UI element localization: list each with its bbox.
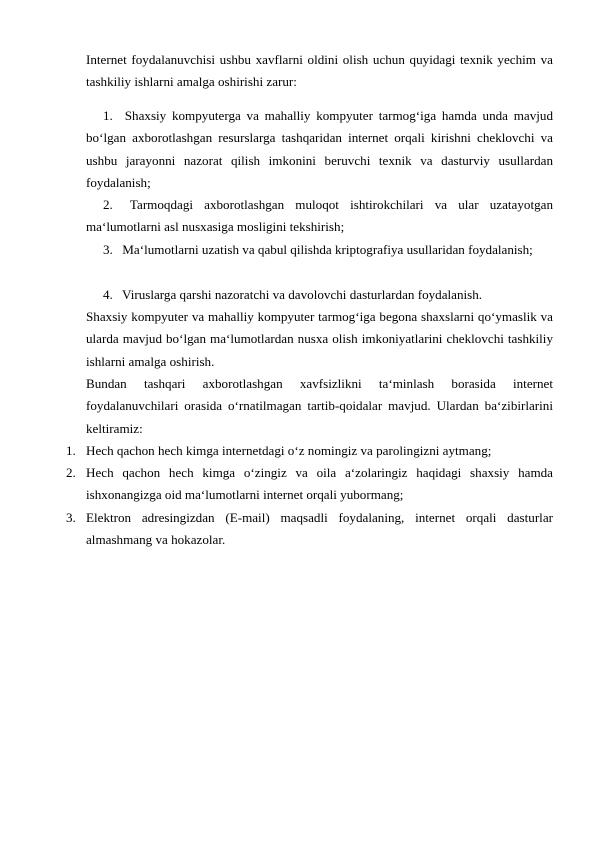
rules-intro-paragraph: Bundan tashqari axborotlashgan xavfsizlikni ta‘minlash borasida internet foydalanuvchilari orasida o‘rnatilmagan tartib-qoidalar mavjud. Ulardan ba‘zibirlarini keltiramiz: <box>86 376 553 436</box>
rule-item-1 <box>66 440 553 462</box>
item-number: 1. <box>103 108 113 123</box>
rule-number: 2. <box>66 465 76 480</box>
item-text: Tarmoqdagi axborotlashgan muloqot ishtirokchilari va ular uzatayotgan ma‘lumotlarni asl nusxasiga mosligini tekshirish; <box>86 197 553 235</box>
item-text: Ma‘lumotlarni uzatish va qabul qilishda kriptografiya usullaridan foydalanish; <box>122 242 533 257</box>
rule-text: Hech qachon hech kimga o‘zingiz va oila a‘zolaringiz haqidagi shaxsiy hamda ishxonangizga oid ma‘lumotlarni internet orqali yubormang; <box>86 465 553 503</box>
item-text: Viruslarga qarshi nazoratchi va davolovchi dasturlardan foydalanish. <box>122 287 483 302</box>
technical-item-3 <box>86 239 553 261</box>
intro-paragraph: Internet foydalanuvchisi ushbu xavflarni oldini olish uchun quyidagi texnik yechim va tashkiliy ishlarni amalga oshirishi zarur: <box>86 52 553 90</box>
item-number: 3. <box>103 242 113 257</box>
rule-text: Hech qachon hech kimga internetdagi o‘z nomingiz va parolingizni aytmang; <box>86 443 492 458</box>
technical-item-4 <box>86 284 553 306</box>
technical-item-2 <box>86 194 553 239</box>
rule-number: 3. <box>66 510 76 525</box>
item-number: 2. <box>103 197 113 212</box>
organizational-paragraph: Shaxsiy kompyuter va mahalliy kompyuter tarmog‘iga begona shaxslarni qo‘ymaslik va ularda mavjud bo‘lgan ma‘lumotlardan nusxa olish imkoniyatlarini cheklovchi tashkiliy ishlarni amalga oshirish. <box>86 309 553 369</box>
rule-item-2 <box>66 462 553 507</box>
rule-text: Elektron adresingizdan (E-mail) maqsadli foydalaning, internet orqali dasturlar almashmang va hokazolar. <box>86 510 553 548</box>
item-text: Shaxsiy kompyuterga va mahalliy kompyuter tarmog‘iga hamda unda mavjud bo‘lgan axborotlashgan resurslarga tashqaridan internet orqali kirishni cheklovchi va ushbu jarayonni nazorat qilish imkonini beruvchi texnik va dasturviy usullardan foydalanish; <box>86 108 553 190</box>
rule-item-3 <box>66 507 553 552</box>
technical-item-1 <box>86 105 553 194</box>
item-number: 4. <box>103 287 113 302</box>
rule-number: 1. <box>66 443 76 458</box>
